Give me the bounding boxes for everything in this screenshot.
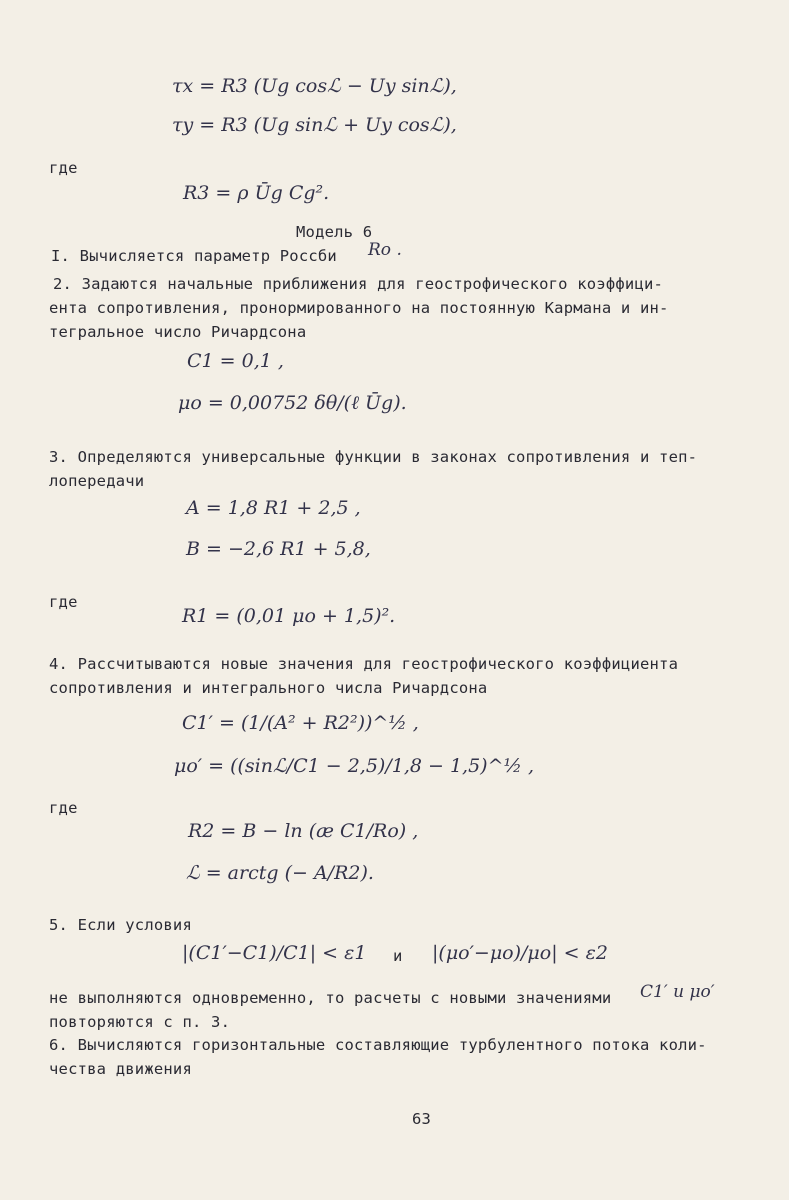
step-5-line-2: не выполняются одновременно, то расчеты с новыми значениями: [49, 989, 612, 1007]
step-4-line-2: сопротивления и интегрального числа Ричардсона: [49, 679, 488, 697]
step-3-line-2: лопередачи: [49, 472, 145, 490]
formula-l: ℒ = arctg (− A/R2).: [186, 862, 374, 884]
formula-tau-x: τx = R3 (Ug cosℒ − Uy sinℒ),: [172, 75, 457, 97]
step-1-symbol: Ro .: [368, 240, 402, 260]
page-number: 63: [412, 1110, 432, 1128]
condition-1: |(C1′−C1)/C1| < ε1: [182, 942, 367, 964]
model-heading: Модель 6: [296, 223, 373, 241]
formula-c1-new: C1′ = (1/(A² + R2²))^½ ,: [182, 712, 419, 734]
where-label: где: [49, 593, 78, 611]
where-label: где: [49, 159, 78, 177]
step-5-label: 5. Если условия: [49, 916, 192, 934]
formula-b: B = −2,6 R1 + 5,8,: [186, 538, 371, 560]
formula-tau-y: τy = R3 (Ug sinℒ + Uy cosℒ),: [172, 114, 457, 136]
step-4-line-1: 4. Рассчитываются новые значения для геострофического коэффициента: [49, 655, 679, 673]
step-1-text: I. Вычисляется параметр Россби: [51, 247, 337, 265]
condition-2: |(μo′−μo)/μo| < ε2: [432, 942, 608, 964]
step-3-line-1: 3. Определяются универсальные функции в законах сопротивления и теп-: [49, 448, 698, 466]
formula-c1: C1 = 0,1 ,: [187, 350, 284, 372]
step-2-line-2: ента сопротивления, пронормированного на постоянную Кармана и ин-: [49, 299, 669, 317]
step-6-line-2: чества движения: [49, 1060, 192, 1078]
formula-r1: R1 = (0,01 μo + 1,5)².: [182, 605, 396, 627]
condition-and: и: [393, 947, 403, 965]
step-6-line-1: 6. Вычисляются горизонтальные составляющие турбулентного потока коли-: [49, 1036, 707, 1054]
formula-r2: R2 = B − ln (æ C1/Ro) ,: [188, 820, 419, 842]
where-label: где: [49, 799, 78, 817]
formula-mu0-new: μo′ = ((sinℒ/C1 − 2,5)/1,8 − 1,5)^½ ,: [174, 755, 534, 777]
step-2-line-1: 2. Задаются начальные приближения для геострофического коэффици-: [53, 275, 664, 293]
formula-mu0: μo = 0,00752 δθ/(ℓ Ūg).: [178, 392, 407, 414]
step-2-line-3: тегральное число Ричардсона: [49, 323, 307, 341]
step-5-symbols: C1′ и μo′: [640, 982, 715, 1002]
formula-a: A = 1,8 R1 + 2,5 ,: [186, 497, 361, 519]
step-5-line-3: повторяются с п. 3.: [49, 1013, 231, 1031]
formula-r3: R3 = ρ Ūg Cg².: [183, 182, 330, 204]
